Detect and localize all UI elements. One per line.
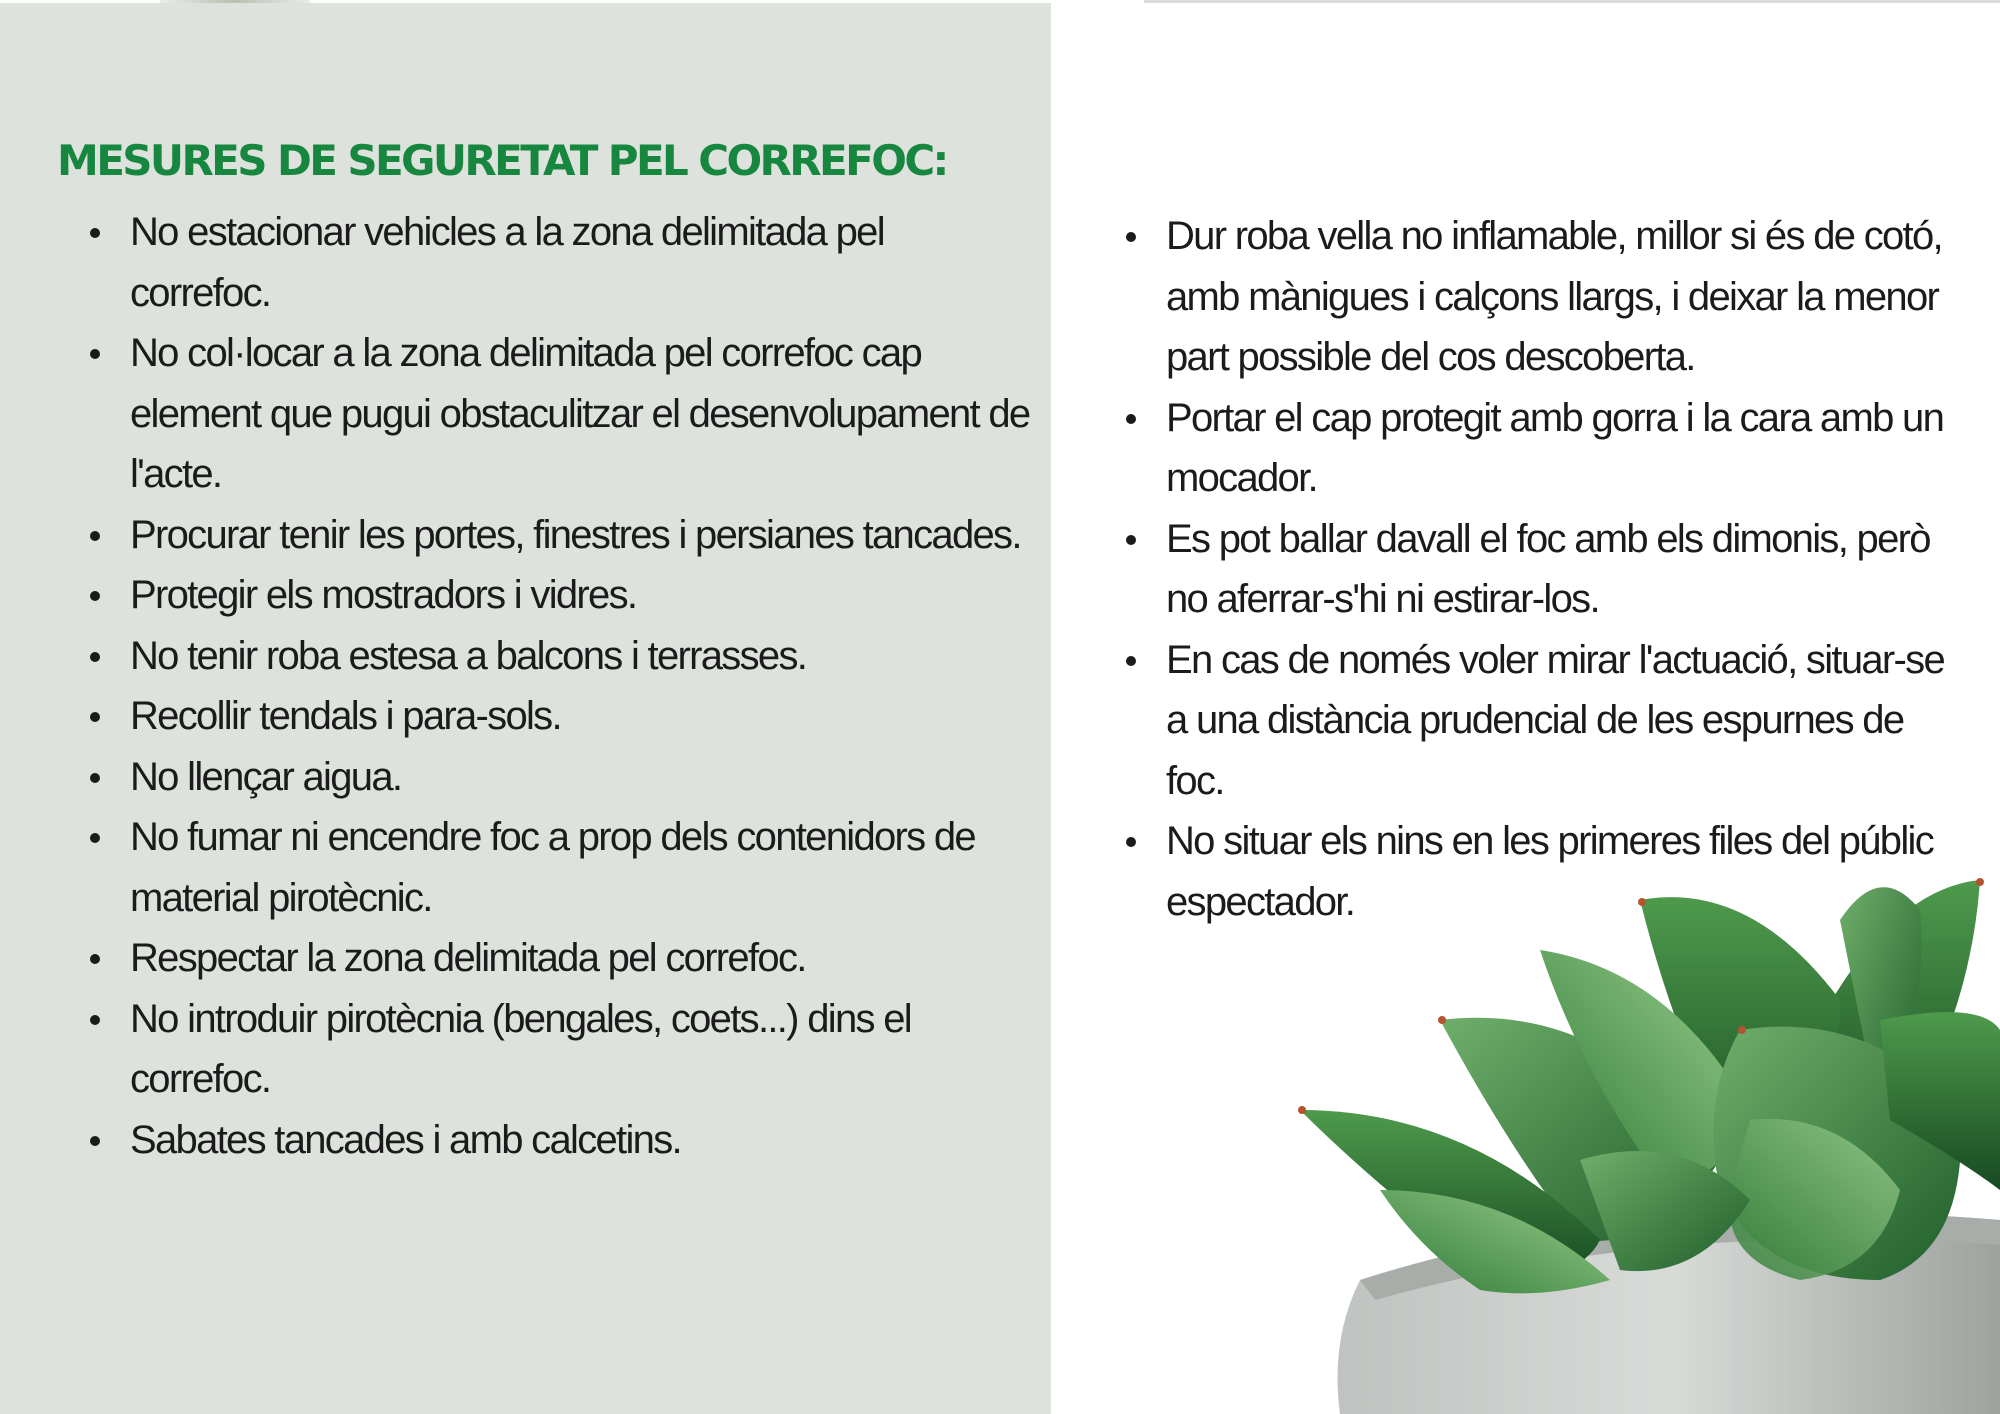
list-item: No introduir pirotècnia (bengales, coets...) dins el correfoc. <box>130 989 1030 1110</box>
list-item: En cas de només voler mirar l'actuació, situar-se a una distància prudencial de les espurnes de foc. <box>1166 630 1946 812</box>
succulent-plant-image <box>1280 860 2000 1414</box>
decorative-strip <box>160 0 310 3</box>
list-item: Recollir tendals i para-sols. <box>130 686 1030 747</box>
list-item: No situar els nins en les primeres files del públic espectador. <box>1166 811 1946 932</box>
list-item: Respectar la zona delimitada pel correfoc. <box>130 928 1030 989</box>
page-title: MESURES DE SEGURETAT PEL CORREFOC: <box>57 136 947 185</box>
list-item: Protegir els mostradors i vidres. <box>130 565 1030 626</box>
list-item: No estacionar vehicles a la zona delimitada pel correfoc. <box>130 202 1030 323</box>
safety-measures-list-right <box>1166 206 1946 932</box>
list-item: Es pot ballar davall el foc amb els dimonis, però no aferrar-s'hi ni estirar-los. <box>1166 509 1946 630</box>
list-item: No col·locar a la zona delimitada pel correfoc cap element que pugui obstaculitzar el desenvolupament de l'acte. <box>130 323 1030 505</box>
top-divider <box>1144 0 2000 3</box>
safety-measures-list-left <box>130 202 1030 1170</box>
list-item: No tenir roba estesa a balcons i terrasses. <box>130 626 1030 687</box>
list-item: Sabates tancades i amb calcetins. <box>130 1110 1030 1171</box>
list-item: Dur roba vella no inflamable, millor si és de cotó, amb mànigues i calçons llargs, i deixar la menor part possible del cos descoberta. <box>1166 206 1946 388</box>
list-item: No llençar aigua. <box>130 747 1030 808</box>
list-item: Portar el cap protegit amb gorra i la cara amb un mocador. <box>1166 388 1946 509</box>
list-item: Procurar tenir les portes, finestres i persianes tancades. <box>130 505 1030 566</box>
list-item: No fumar ni encendre foc a prop dels contenidors de material pirotècnic. <box>130 807 1030 928</box>
